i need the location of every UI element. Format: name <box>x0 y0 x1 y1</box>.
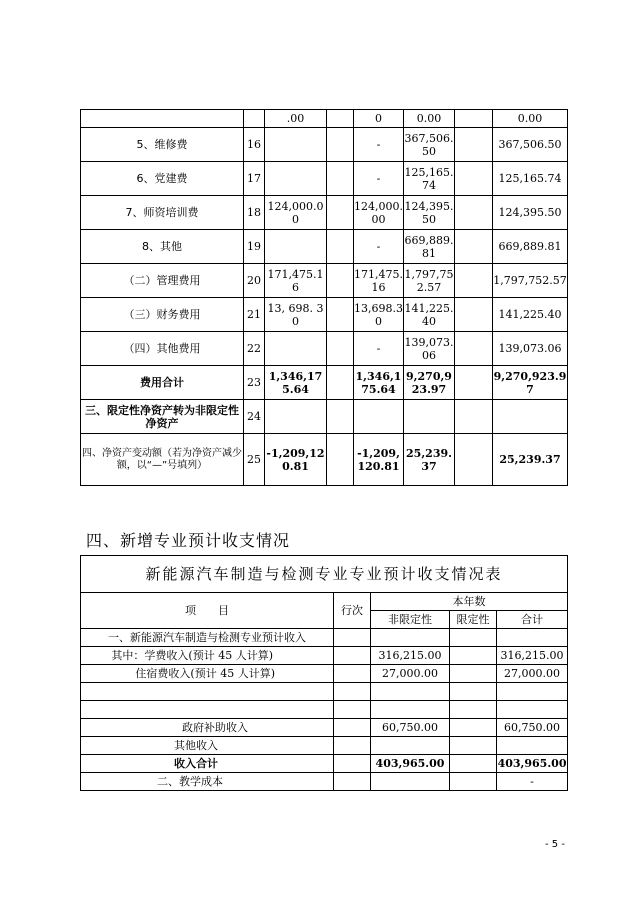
restricted-cell <box>450 719 497 737</box>
value-cell: 171,475.16 <box>265 264 327 298</box>
value-cell: .00 <box>265 110 327 128</box>
value-cell: 367,506.50 <box>404 128 455 162</box>
unrestricted-cell: 403,965.00 <box>371 755 450 773</box>
value-cell <box>455 110 493 128</box>
total-cell: 403,965.00 <box>497 755 568 773</box>
table-row <box>81 162 568 196</box>
value-cell <box>327 162 354 196</box>
row-label: （四）其他费用 <box>81 332 244 366</box>
unrestricted-cell <box>371 629 450 647</box>
restricted-cell <box>450 683 497 701</box>
table-row <box>81 755 568 773</box>
row-number: 21 <box>244 298 265 332</box>
row-label <box>81 701 334 719</box>
row-label: 其他收入 <box>81 737 334 755</box>
row-number: 17 <box>244 162 265 196</box>
row-label: 费用合计 <box>81 366 244 400</box>
row-number: 20 <box>244 264 265 298</box>
restricted-cell <box>450 629 497 647</box>
table-row <box>81 128 568 162</box>
value-cell <box>327 400 354 434</box>
row-label: 政府补助收入 <box>81 719 334 737</box>
row-number: 23 <box>244 366 265 400</box>
value-cell <box>327 110 354 128</box>
row-number: 16 <box>244 128 265 162</box>
value-cell <box>493 400 568 434</box>
header-item: 项 目 <box>81 593 334 629</box>
total-cell <box>497 629 568 647</box>
total-cell: 27,000.00 <box>497 665 568 683</box>
unrestricted-cell <box>371 773 450 791</box>
row-label: 5、维修费 <box>81 128 244 162</box>
value-cell <box>455 366 493 400</box>
line-no-cell <box>334 737 371 755</box>
header-year: 本年数 <box>371 593 568 611</box>
value-cell <box>404 400 455 434</box>
table-row <box>81 665 568 683</box>
line-no-cell <box>334 773 371 791</box>
value-cell: 25,239.37 <box>493 434 568 486</box>
value-cell: 124,000.00 <box>354 196 404 230</box>
row-label: 8、其他 <box>81 230 244 264</box>
value-cell <box>265 162 327 196</box>
value-cell: 139,073.06 <box>404 332 455 366</box>
table-row <box>81 701 568 719</box>
table-row <box>81 647 568 665</box>
value-cell: 9,270,923.97 <box>493 366 568 400</box>
value-cell <box>455 400 493 434</box>
total-cell <box>497 683 568 701</box>
unrestricted-cell: 27,000.00 <box>371 665 450 683</box>
value-cell <box>327 128 354 162</box>
value-cell <box>455 196 493 230</box>
restricted-cell <box>450 647 497 665</box>
row-label: 一、新能源汽车制造与检测专业预计收入 <box>81 629 334 647</box>
line-no-cell <box>334 665 371 683</box>
table-row <box>81 629 568 647</box>
restricted-cell <box>450 701 497 719</box>
row-label: （二）管理费用 <box>81 264 244 298</box>
value-cell: 0 <box>354 110 404 128</box>
unrestricted-cell: 316,215.00 <box>371 647 450 665</box>
line-no-cell <box>334 683 371 701</box>
value-cell: 1,346,175.64 <box>354 366 404 400</box>
value-cell: 0.00 <box>493 110 568 128</box>
value-cell <box>327 298 354 332</box>
header-unrestricted: 非限定性 <box>371 611 450 629</box>
table-row <box>81 230 568 264</box>
value-cell: 1,797,752.57 <box>404 264 455 298</box>
value-cell: 0.00 <box>404 110 455 128</box>
restricted-cell <box>450 755 497 773</box>
value-cell: 141,225.40 <box>404 298 455 332</box>
value-cell: 9,270,923.97 <box>404 366 455 400</box>
row-label: 住宿费收入(预计 45 人计算) <box>81 665 334 683</box>
value-cell <box>327 196 354 230</box>
value-cell: -1,209,120.81 <box>354 434 404 486</box>
value-cell: - <box>354 332 404 366</box>
value-cell <box>455 332 493 366</box>
value-cell: 13,698.30 <box>354 298 404 332</box>
row-label: 收入合计 <box>81 755 334 773</box>
row-label: 三、限定性净资产转为非限定性净资产 <box>81 400 244 434</box>
value-cell <box>327 332 354 366</box>
table-row <box>81 298 568 332</box>
header-restricted: 限定性 <box>450 611 497 629</box>
restricted-cell <box>450 665 497 683</box>
value-cell: 124,395.50 <box>493 196 568 230</box>
table-row <box>81 366 568 400</box>
table-row <box>81 400 568 434</box>
table-row <box>81 683 568 701</box>
value-cell: 669,889.81 <box>404 230 455 264</box>
line-no-cell <box>334 719 371 737</box>
value-cell: 669,889.81 <box>493 230 568 264</box>
table-row <box>81 773 568 791</box>
value-cell <box>327 366 354 400</box>
row-label: （三）财务费用 <box>81 298 244 332</box>
table-row <box>81 264 568 298</box>
new-major-budget-table <box>80 555 568 791</box>
total-cell <box>497 701 568 719</box>
value-cell: 141,225.40 <box>493 298 568 332</box>
value-cell <box>265 230 327 264</box>
value-cell: - <box>354 128 404 162</box>
value-cell: -1,209,120.81 <box>265 434 327 486</box>
line-no-cell <box>334 701 371 719</box>
value-cell <box>327 264 354 298</box>
value-cell <box>455 264 493 298</box>
value-cell <box>455 434 493 486</box>
value-cell: 25,239.37 <box>404 434 455 486</box>
value-cell <box>455 298 493 332</box>
value-cell: 125,165.74 <box>404 162 455 196</box>
value-cell <box>327 230 354 264</box>
value-cell: 124,000.00 <box>265 196 327 230</box>
value-cell: 139,073.06 <box>493 332 568 366</box>
value-cell <box>265 128 327 162</box>
row-label: 7、师资培训费 <box>81 196 244 230</box>
header-total: 合计 <box>497 611 568 629</box>
row-label: 二、教学成本 <box>81 773 334 791</box>
value-cell: 13, 698. 30 <box>265 298 327 332</box>
page-number: - 5 - <box>545 839 565 850</box>
unrestricted-cell <box>371 737 450 755</box>
value-cell: - <box>354 230 404 264</box>
row-number <box>244 110 265 128</box>
row-number: 22 <box>244 332 265 366</box>
line-no-cell <box>334 647 371 665</box>
value-cell: 125,165.74 <box>493 162 568 196</box>
row-number: 18 <box>244 196 265 230</box>
total-cell: - <box>497 773 568 791</box>
table-row <box>81 719 568 737</box>
value-cell <box>455 162 493 196</box>
row-label: 其中：学费收入(预计 45 人计算) <box>81 647 334 665</box>
value-cell <box>265 332 327 366</box>
total-cell <box>497 737 568 755</box>
total-cell: 60,750.00 <box>497 719 568 737</box>
row-number: 24 <box>244 400 265 434</box>
unrestricted-cell <box>371 701 450 719</box>
unrestricted-cell: 60,750.00 <box>371 719 450 737</box>
table-row <box>81 196 568 230</box>
value-cell <box>354 400 404 434</box>
row-label <box>81 110 244 128</box>
restricted-cell <box>450 773 497 791</box>
restricted-cell <box>450 737 497 755</box>
section-heading: 四、新增专业预计收支情况 <box>86 531 291 550</box>
row-number: 25 <box>244 434 265 486</box>
row-label: 6、党建费 <box>81 162 244 196</box>
value-cell: 1,797,752.57 <box>493 264 568 298</box>
expense-table <box>80 109 568 486</box>
table-row <box>81 110 568 128</box>
line-no-cell <box>334 755 371 773</box>
line-no-cell <box>334 629 371 647</box>
value-cell: 1,346,175.64 <box>265 366 327 400</box>
value-cell: 171,475.16 <box>354 264 404 298</box>
value-cell <box>327 434 354 486</box>
row-number: 19 <box>244 230 265 264</box>
row-label <box>81 683 334 701</box>
value-cell <box>455 230 493 264</box>
row-label: 四、净资产变动额（若为净资产减少额，以“—”号填列） <box>81 434 244 486</box>
header-line-no: 行次 <box>334 593 371 629</box>
value-cell: 367,506.50 <box>493 128 568 162</box>
table-title: 新能源汽车制造与检测专业专业预计收支情况表 <box>81 556 568 593</box>
value-cell: - <box>354 162 404 196</box>
table-row <box>81 434 568 486</box>
value-cell <box>265 400 327 434</box>
table-row <box>81 737 568 755</box>
value-cell: 124,395.50 <box>404 196 455 230</box>
total-cell: 316,215.00 <box>497 647 568 665</box>
unrestricted-cell <box>371 683 450 701</box>
value-cell <box>455 128 493 162</box>
table-row <box>81 332 568 366</box>
